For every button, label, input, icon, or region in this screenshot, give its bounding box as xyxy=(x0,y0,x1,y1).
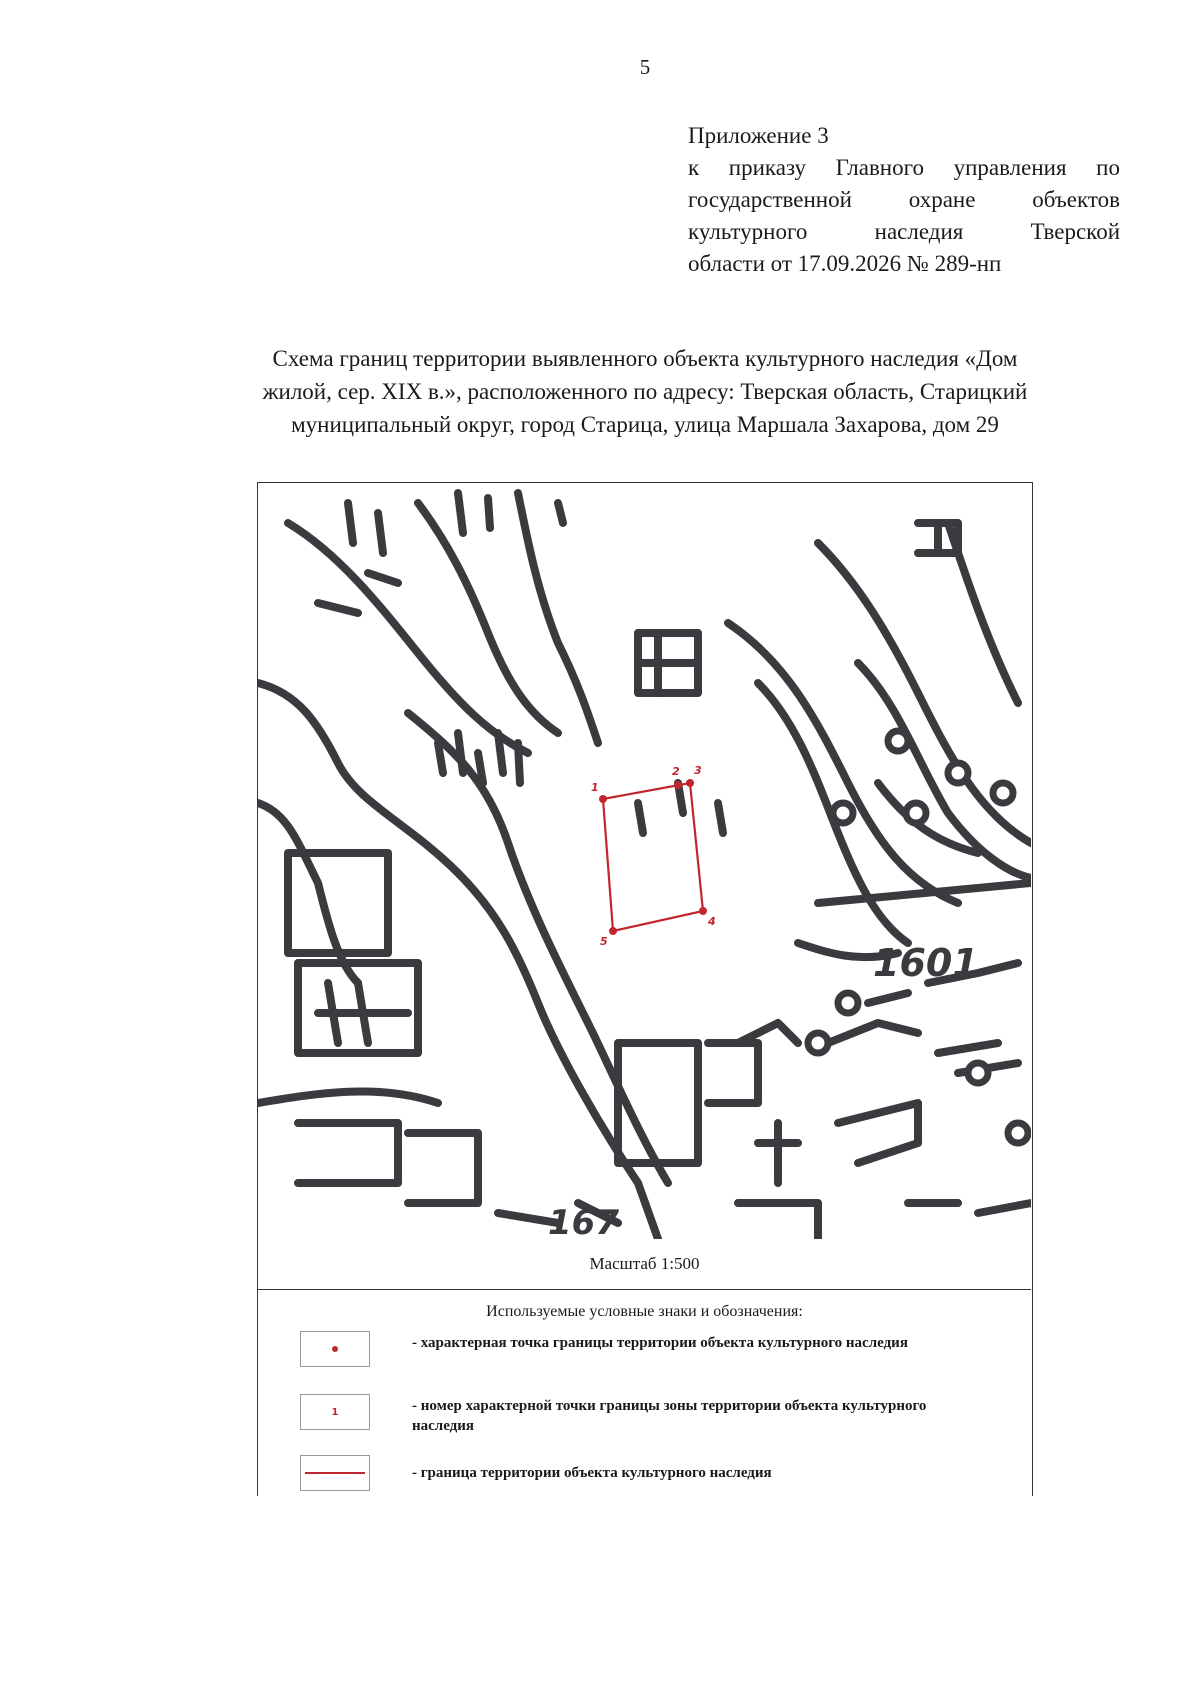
map-numbers xyxy=(548,941,979,1239)
map-circles xyxy=(808,731,1028,1143)
boundary-point-icon xyxy=(332,1346,338,1352)
map-drawing xyxy=(258,483,1031,1239)
legend-symbol-box xyxy=(300,1331,370,1367)
scheme-title xyxy=(130,342,1160,441)
appendix-block xyxy=(688,120,1120,280)
point-label: 4 xyxy=(708,915,716,928)
boundary-line-icon xyxy=(305,1472,365,1474)
point-number-icon: 1 xyxy=(331,1406,339,1418)
appendix-line: к приказу Главного управления по xyxy=(688,155,1120,180)
legend-symbol-box xyxy=(300,1394,370,1430)
map-frame xyxy=(257,482,1033,1496)
boundary-point xyxy=(609,927,617,935)
page-number: 5 xyxy=(639,55,651,79)
legend-text: - номер характерной точки границы зоны территории объекта культурного наследия xyxy=(412,1398,927,1434)
map-linework xyxy=(258,493,1031,1239)
appendix-line: культурного наследия Тверской xyxy=(688,219,1120,244)
appendix-line: области от 17.09.2026 № 289-нп xyxy=(688,251,1002,276)
title-line: жилой, сер. XIX в.», расположенного по адресу: Тверская область, Старицкий xyxy=(262,379,1028,404)
boundary-point xyxy=(674,781,682,789)
object-boundary xyxy=(591,764,716,948)
legend-item-number xyxy=(300,1394,1000,1444)
legend-item-point xyxy=(300,1331,1000,1381)
legend-text: - граница территории объекта культурного наследия xyxy=(412,1465,772,1481)
boundary-points xyxy=(599,779,707,935)
parcel-number: 167 xyxy=(548,1203,619,1239)
appendix-line: Приложение 3 xyxy=(688,123,829,148)
legend-text: - характерная точка границы территории объекта культурного наследия xyxy=(412,1335,908,1351)
point-label: 1 xyxy=(591,781,599,794)
appendix-line: государственной охране объектов xyxy=(688,187,1120,212)
point-label: 3 xyxy=(694,764,702,777)
title-line: муниципальный округ, город Старица, улица Маршала Захарова, дом 29 xyxy=(291,412,999,437)
legend-symbol-box xyxy=(300,1455,370,1491)
boundary-point xyxy=(599,795,607,803)
boundary-point xyxy=(686,779,694,787)
title-line: Схема границ территории выявленного объекта культурного наследия «Дом xyxy=(272,346,1018,371)
legend-title: Используемые условные знаки и обозначения: xyxy=(486,1303,803,1320)
cadastral-map xyxy=(258,483,1031,1239)
boundary-point xyxy=(699,907,707,915)
point-label: 2 xyxy=(672,765,680,778)
boundary-polygon xyxy=(603,783,703,931)
point-label: 5 xyxy=(600,935,608,948)
parcel-number: 1601 xyxy=(873,941,979,985)
scale-label: Масштаб 1:500 xyxy=(258,1239,1031,1290)
legend-item-line xyxy=(300,1455,1000,1505)
legend xyxy=(258,1291,1031,1497)
